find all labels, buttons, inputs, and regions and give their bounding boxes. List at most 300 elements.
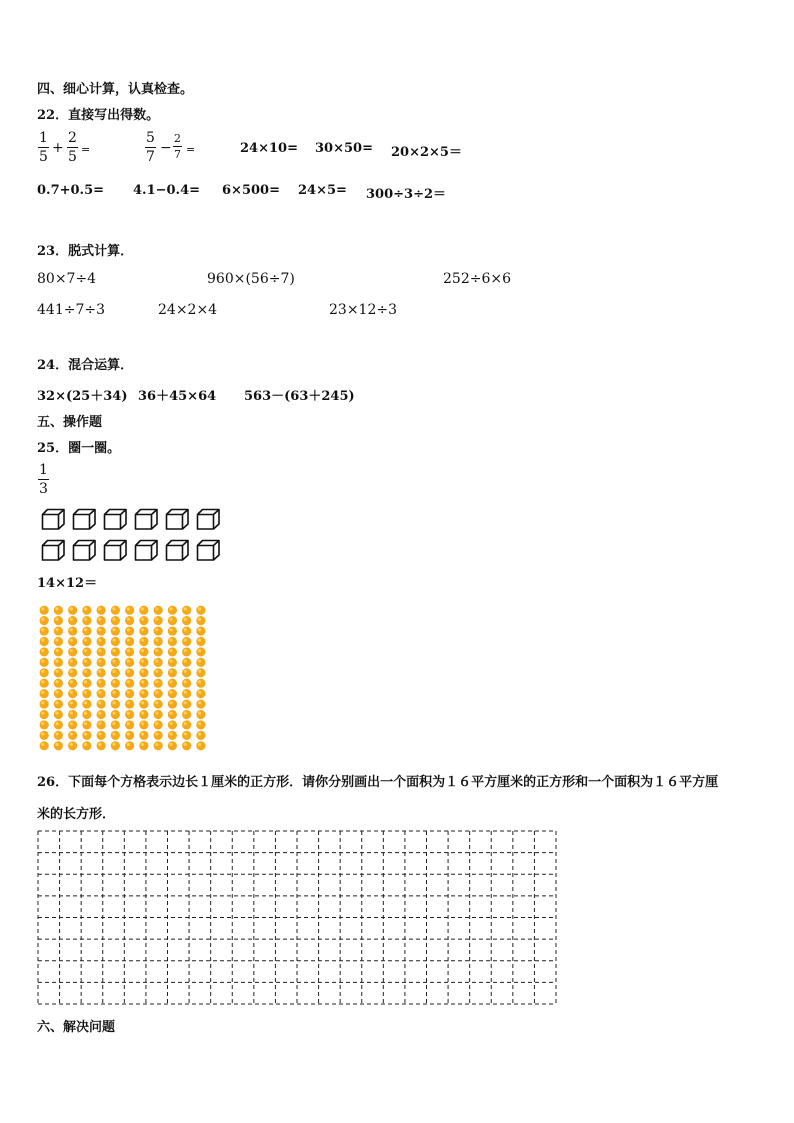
dot-highlight [84, 732, 87, 735]
dot [182, 626, 191, 635]
fraction-bar [38, 479, 49, 480]
dot [154, 699, 163, 708]
denominator: 5 [39, 149, 48, 165]
dot [40, 668, 49, 677]
dot-highlight [70, 618, 73, 621]
dot-highlight [184, 701, 187, 704]
dot [168, 679, 177, 688]
dot [168, 637, 177, 646]
dot-highlight [155, 712, 158, 715]
dot [111, 741, 120, 750]
numerator: 2 [68, 130, 77, 146]
dot [97, 741, 106, 750]
dot-highlight [70, 680, 73, 683]
dot [82, 637, 91, 646]
dot-highlight [70, 732, 73, 735]
dot-highlight [127, 691, 130, 694]
dot-highlight [184, 732, 187, 735]
dot-highlight [127, 607, 130, 610]
dot [111, 658, 120, 667]
dot-highlight [169, 680, 172, 683]
dot [168, 720, 177, 729]
dot-highlight [127, 680, 130, 683]
dot-highlight [169, 607, 172, 610]
dot [111, 699, 120, 708]
q22-expr: 20×2×5＝ [391, 145, 462, 160]
dot [125, 647, 134, 656]
dot-highlight [41, 732, 44, 735]
cube-icon[interactable] [196, 508, 221, 530]
dot [182, 637, 191, 646]
dot-highlight [198, 639, 201, 642]
dot [111, 647, 120, 656]
cube-icon[interactable] [41, 539, 66, 561]
dot [125, 616, 134, 625]
dot [168, 668, 177, 677]
cube-icon[interactable] [103, 508, 128, 530]
cube-icon[interactable] [134, 539, 159, 561]
dot [82, 710, 91, 719]
dot-highlight [84, 701, 87, 704]
dot-highlight [169, 670, 172, 673]
dot-highlight [155, 722, 158, 725]
denominator: 5 [68, 149, 77, 165]
dot [54, 647, 63, 656]
dot [139, 731, 148, 740]
dot [82, 741, 91, 750]
dot [97, 658, 106, 667]
dot-highlight [112, 639, 115, 642]
dot [40, 720, 49, 729]
dot-highlight [41, 701, 44, 704]
dot [54, 731, 63, 740]
dot [196, 606, 205, 615]
dot [182, 647, 191, 656]
dot-highlight [55, 628, 58, 631]
dot [82, 606, 91, 615]
cube-icon[interactable] [72, 539, 97, 561]
dot-highlight [70, 607, 73, 610]
dot-highlight [169, 712, 172, 715]
dot-highlight [98, 607, 101, 610]
dot [97, 679, 106, 688]
dot [97, 647, 106, 656]
dot [82, 679, 91, 688]
dot-highlight [184, 691, 187, 694]
dot-highlight [127, 732, 130, 735]
dot [54, 679, 63, 688]
dot [182, 731, 191, 740]
dot-highlight [84, 680, 87, 683]
dot [196, 741, 205, 750]
dot-highlight [169, 618, 172, 621]
dot-highlight [41, 639, 44, 642]
dot-highlight [98, 712, 101, 715]
dot-highlight [55, 732, 58, 735]
dot-highlight [112, 743, 115, 746]
dot [54, 689, 63, 698]
dot [168, 658, 177, 667]
dot [168, 689, 177, 698]
dot [196, 616, 205, 625]
dot [68, 679, 77, 688]
dot [154, 606, 163, 615]
dot-highlight [55, 680, 58, 683]
dot-highlight [169, 649, 172, 652]
q22-expr: 300÷3÷2＝ [366, 187, 447, 202]
q24-expr: 36＋45×64 [138, 389, 217, 404]
dot [111, 679, 120, 688]
dot [40, 731, 49, 740]
q23-expr: 960×(56÷7) [207, 271, 295, 287]
dot [97, 710, 106, 719]
dot [82, 668, 91, 677]
dot [68, 689, 77, 698]
dot-highlight [55, 649, 58, 652]
dot [82, 616, 91, 625]
dot-highlight [169, 722, 172, 725]
dot [54, 626, 63, 635]
dot [154, 741, 163, 750]
dot [168, 741, 177, 750]
dot [40, 679, 49, 688]
dot [40, 689, 49, 698]
cube-icon[interactable] [165, 508, 190, 530]
dot [68, 647, 77, 656]
dot [139, 679, 148, 688]
dot [182, 679, 191, 688]
q23-title: 23．脱式计算． [37, 244, 134, 259]
dot [68, 741, 77, 750]
q24-expr: 32×(25＋34) [37, 389, 128, 404]
dot [168, 616, 177, 625]
section-6-title: 六、解决问题 [37, 1020, 116, 1035]
dot [154, 720, 163, 729]
fraction-two-sevenths [173, 133, 182, 160]
dot-highlight [169, 732, 172, 735]
dot-highlight [184, 722, 187, 725]
dot-highlight [41, 628, 44, 631]
dot-highlight [155, 691, 158, 694]
dot-highlight [141, 743, 144, 746]
dot-highlight [169, 691, 172, 694]
numerator: 1 [39, 462, 48, 478]
dot [196, 689, 205, 698]
dot-highlight [141, 732, 144, 735]
dot [154, 710, 163, 719]
dot-highlight [155, 701, 158, 704]
dot [68, 626, 77, 635]
dot-highlight [55, 722, 58, 725]
dot-highlight [84, 607, 87, 610]
dot [54, 741, 63, 750]
dot-highlight [112, 607, 115, 610]
cube-icon[interactable] [103, 539, 128, 561]
dot-highlight [98, 659, 101, 662]
fraction-five-sevenths [145, 131, 156, 164]
dot-highlight [184, 649, 187, 652]
dot [82, 658, 91, 667]
dot [125, 626, 134, 635]
dot [40, 699, 49, 708]
dot [168, 731, 177, 740]
q23-expr: 23×12÷3 [329, 302, 397, 318]
dot-highlight [41, 743, 44, 746]
dot-highlight [169, 743, 172, 746]
dot-highlight [112, 659, 115, 662]
dot-highlight [127, 649, 130, 652]
dot-highlight [55, 607, 58, 610]
dot-highlight [198, 659, 201, 662]
cube-icon[interactable] [72, 508, 97, 530]
dot-highlight [184, 670, 187, 673]
numerator: 2 [174, 132, 181, 145]
dot-highlight [198, 607, 201, 610]
cube-icon[interactable] [134, 508, 159, 530]
dot [111, 720, 120, 729]
dot [54, 658, 63, 667]
dot [196, 699, 205, 708]
dot [125, 637, 134, 646]
dot-highlight [184, 618, 187, 621]
dot [68, 658, 77, 667]
dot-highlight [198, 701, 201, 704]
dot [111, 731, 120, 740]
dot-highlight [155, 680, 158, 683]
cube-icon[interactable] [165, 539, 190, 561]
dot [111, 637, 120, 646]
cube-icon[interactable] [196, 539, 221, 561]
dot [196, 626, 205, 635]
dot-highlight [155, 743, 158, 746]
dot [40, 658, 49, 667]
q25-title: 25．圈一圈。 [37, 441, 121, 456]
minus-sign: − [160, 140, 172, 156]
fraction-bar [145, 147, 156, 148]
dot-highlight [198, 649, 201, 652]
dot-highlight [41, 670, 44, 673]
dot-highlight [127, 701, 130, 704]
dot [68, 710, 77, 719]
dot-highlight [112, 691, 115, 694]
q23-expr: 252÷6×6 [443, 271, 511, 287]
dot [168, 647, 177, 656]
dot [111, 689, 120, 698]
dot-highlight [84, 618, 87, 621]
dot-highlight [84, 639, 87, 642]
dot-highlight [141, 712, 144, 715]
fraction-two-fifths [67, 131, 78, 164]
dot [182, 741, 191, 750]
dot [154, 658, 163, 667]
dot-highlight [141, 680, 144, 683]
dot [125, 731, 134, 740]
dot-highlight [127, 722, 130, 725]
q22-expr: 4.1−0.4= [133, 183, 201, 198]
dot-highlight [141, 639, 144, 642]
dot [82, 689, 91, 698]
dot [125, 658, 134, 667]
dot-highlight [70, 639, 73, 642]
dot-highlight [84, 743, 87, 746]
dot-highlight [84, 691, 87, 694]
dot [125, 679, 134, 688]
dot [68, 637, 77, 646]
dot-highlight [70, 701, 73, 704]
numerator: 5 [146, 130, 155, 146]
dot [168, 710, 177, 719]
dot-highlight [112, 732, 115, 735]
dot [111, 616, 120, 625]
dot [97, 637, 106, 646]
dot [40, 647, 49, 656]
dot-highlight [141, 649, 144, 652]
dot [40, 616, 49, 625]
dot-highlight [98, 743, 101, 746]
dot-highlight [184, 743, 187, 746]
equals-sign: = [81, 143, 91, 156]
dot [154, 616, 163, 625]
dot-highlight [127, 628, 130, 631]
dot [97, 720, 106, 729]
dot-highlight [41, 649, 44, 652]
dot-highlight [70, 649, 73, 652]
dot-highlight [127, 743, 130, 746]
dot-highlight [141, 670, 144, 673]
dot [40, 606, 49, 615]
denominator: 7 [146, 149, 155, 165]
dot [54, 616, 63, 625]
dot [139, 658, 148, 667]
dot [182, 606, 191, 615]
dot-highlight [112, 701, 115, 704]
dot [82, 699, 91, 708]
dot [139, 699, 148, 708]
dot-highlight [169, 628, 172, 631]
dot-highlight [41, 659, 44, 662]
dot [125, 606, 134, 615]
dot-highlight [70, 712, 73, 715]
dot [40, 637, 49, 646]
q22-title: 22．直接写出得数。 [37, 108, 160, 123]
dot [139, 626, 148, 635]
dot [196, 720, 205, 729]
dot-highlight [198, 743, 201, 746]
dot-highlight [70, 628, 73, 631]
dot-highlight [155, 659, 158, 662]
dot [139, 668, 148, 677]
dot [196, 647, 205, 656]
dot-highlight [55, 712, 58, 715]
dot [196, 658, 205, 667]
dot-highlight [155, 670, 158, 673]
dot [125, 710, 134, 719]
dot-highlight [98, 680, 101, 683]
dot-highlight [141, 701, 144, 704]
dot [125, 699, 134, 708]
dot-highlight [84, 628, 87, 631]
dot-highlight [98, 701, 101, 704]
dot-highlight [84, 722, 87, 725]
dot-highlight [70, 743, 73, 746]
dot-highlight [127, 618, 130, 621]
dot-highlight [127, 659, 130, 662]
dot-highlight [112, 618, 115, 621]
dot [68, 606, 77, 615]
q22-expr: 30×50= [315, 141, 373, 156]
dot [154, 689, 163, 698]
q23-expr: 441÷7÷3 [37, 302, 105, 318]
cube-icon[interactable] [41, 508, 66, 530]
dot-highlight [127, 712, 130, 715]
dot-highlight [70, 659, 73, 662]
dot [125, 720, 134, 729]
dot [125, 689, 134, 698]
dot [40, 626, 49, 635]
section-4-title: 四、细心计算，认真检查。 [37, 82, 194, 97]
dot [97, 616, 106, 625]
dot-highlight [55, 691, 58, 694]
dot [54, 699, 63, 708]
dot [40, 741, 49, 750]
dot-highlight [112, 712, 115, 715]
q22-expr: 0.7+0.5= [37, 183, 105, 198]
dot [154, 647, 163, 656]
dot [82, 720, 91, 729]
dot [54, 668, 63, 677]
plus-sign: + [52, 140, 64, 156]
dashed-square-grid[interactable] [37, 830, 557, 1005]
dot-highlight [155, 607, 158, 610]
dot-highlight [55, 743, 58, 746]
dot-highlight [84, 659, 87, 662]
dot [196, 668, 205, 677]
equals-sign: = [186, 143, 196, 156]
dot [139, 637, 148, 646]
dot-highlight [41, 691, 44, 694]
dot-highlight [155, 639, 158, 642]
dot-highlight [198, 618, 201, 621]
dot [68, 616, 77, 625]
dot [182, 710, 191, 719]
dot-highlight [55, 701, 58, 704]
dot-highlight [41, 712, 44, 715]
dot [168, 626, 177, 635]
dot-highlight [184, 628, 187, 631]
dot-highlight [184, 607, 187, 610]
dot-highlight [55, 670, 58, 673]
dot-highlight [98, 618, 101, 621]
dot [139, 606, 148, 615]
dot [97, 606, 106, 615]
dot-highlight [169, 659, 172, 662]
dot-highlight [141, 628, 144, 631]
dot-highlight [141, 618, 144, 621]
dot [182, 616, 191, 625]
dot [97, 699, 106, 708]
dot [182, 720, 191, 729]
dot [168, 699, 177, 708]
fraction-one-fifth [38, 131, 49, 164]
dot-highlight [169, 639, 172, 642]
q22-expr: 24×5= [298, 183, 347, 198]
dot [139, 741, 148, 750]
dot [68, 668, 77, 677]
q26-text-line1: 26．下面每个方格表示边长１厘米的正方形．请你分别画出一个面积为１６平方厘米的正方形和一个面积为１６平方厘 [37, 775, 719, 790]
fraction-bar [173, 146, 182, 147]
fraction-bar [67, 147, 78, 148]
q26-text-line2: 米的长方形． [37, 807, 116, 822]
